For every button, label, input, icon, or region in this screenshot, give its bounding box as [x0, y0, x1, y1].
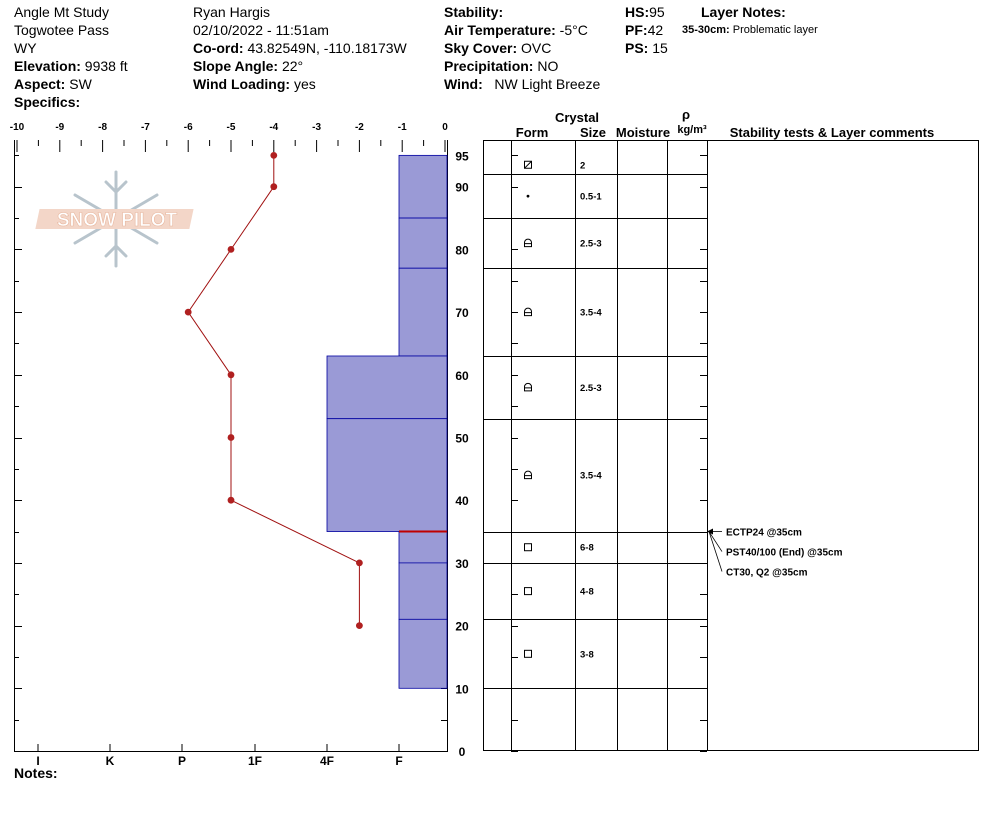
ps-value: 15 — [652, 40, 668, 56]
sky-value: OVC — [521, 40, 552, 56]
temperature-point — [356, 622, 363, 629]
coord-value: 43.82549N, -110.18173W — [247, 40, 407, 56]
hardness-tick-label: I — [36, 754, 40, 768]
aspect-value: SW — [69, 76, 92, 92]
moisture-header: Moisture — [615, 125, 671, 140]
hs-label: HS: — [625, 4, 650, 20]
crystal-table-header — [516, 107, 934, 140]
crystal-layers — [483, 160, 707, 688]
coord-label: Co-ord: — [193, 40, 244, 56]
temperature-point — [356, 560, 363, 567]
height-tick-label: 60 — [455, 368, 469, 383]
hs-value: 95 — [649, 4, 665, 20]
crystal-size: 3.5-4 — [580, 307, 602, 319]
faceted-crystal-icon — [525, 588, 532, 595]
form-header: Form — [515, 125, 549, 140]
pf-value: 42 — [647, 22, 664, 38]
faceted-rounded-icon — [525, 308, 532, 315]
temperature-point — [228, 434, 235, 441]
crystal-size: 2.5-3 — [580, 382, 602, 394]
wind-label: Wind: — [444, 76, 483, 92]
hardness-layer-bar — [399, 218, 447, 268]
height-tick-label: 30 — [455, 556, 469, 571]
height-tick-label: 20 — [455, 619, 469, 634]
temp-tick-label: -10 — [9, 122, 25, 133]
temp-tick-label: -2 — [354, 122, 364, 133]
faceted-rounded-icon — [525, 239, 532, 247]
temperature-point — [270, 183, 277, 190]
stability-test-pointer — [709, 532, 722, 552]
stability-test-pointer — [709, 532, 722, 572]
hardness-layer-bar — [399, 619, 447, 688]
hardness-layers — [327, 155, 447, 688]
study-name: Angle Mt Study — [14, 4, 109, 20]
height-tick-label: 70 — [455, 306, 469, 321]
stability-test-label: PST40/100 (End) @35cm — [726, 547, 843, 559]
layer-note-range: 35-30cm: — [682, 24, 730, 36]
faceted-crystal-icon — [525, 544, 532, 551]
notes-label: Notes: — [14, 765, 58, 781]
hardness-tick-label: 4F — [319, 754, 335, 768]
faceted-rounded-icon — [525, 471, 532, 479]
height-tick-label: 95 — [455, 149, 469, 164]
state: WY — [14, 40, 37, 56]
snow-pilot-logo — [35, 172, 193, 266]
temp-tick-label: -3 — [312, 122, 322, 133]
wind-loading-value: yes — [293, 76, 316, 92]
temp-tick-label: -9 — [55, 122, 65, 133]
temp-tick-label: -7 — [140, 122, 150, 133]
stability-header: Stability tests & Layer comments — [729, 125, 935, 140]
slope-label: Slope Angle: — [193, 58, 279, 74]
temp-tick-label: 0 — [442, 122, 448, 133]
stability-test-label: CT30, Q2 @35cm — [726, 567, 808, 579]
table-height-ticks — [511, 156, 707, 752]
temp-tick-label: -6 — [183, 122, 193, 133]
crystal-size: 3-8 — [580, 649, 594, 661]
crystal-header: Crystal — [554, 110, 600, 125]
crystal-size: 2 — [580, 160, 586, 172]
faceted-rounded-icon — [525, 383, 532, 390]
crystal-size: 6-8 — [580, 542, 594, 554]
wind-loading-label: Wind Loading: — [193, 76, 291, 92]
hardness-layer-bar — [399, 532, 447, 563]
elevation-value: 9938 ft — [84, 58, 128, 74]
hardness-layer-bar — [327, 419, 447, 532]
height-tick-label: 90 — [455, 180, 469, 195]
temperature-point — [228, 246, 235, 253]
height-tick-label: 50 — [455, 431, 469, 446]
elevation-label: Elevation: — [14, 58, 81, 74]
logo-text: SNOW PILOT — [56, 210, 178, 231]
observer: Ryan Hargis — [193, 4, 271, 20]
location: Togwotee Pass — [14, 22, 109, 38]
faceted-crystal-icon — [525, 650, 532, 657]
temperature-point — [185, 309, 192, 316]
temp-tick-label: -4 — [269, 122, 279, 133]
pf-label: PF: — [625, 22, 648, 38]
slope-value: 22° — [281, 58, 304, 74]
temperature-axis — [10, 122, 448, 152]
wind-value: NW Light Breeze — [494, 76, 601, 92]
height-tick-label: 80 — [455, 243, 469, 258]
hardness-layer-bar — [399, 563, 447, 619]
temp-tick-label: -5 — [226, 122, 236, 133]
crystal-size: 4-8 — [580, 586, 594, 598]
precip-value: NO — [537, 58, 559, 74]
rho-header: ρ — [681, 107, 691, 122]
dot-grain-icon — [527, 195, 530, 198]
ps-label: PS: — [625, 40, 649, 56]
temperature-point — [228, 371, 235, 378]
precip-label: Precipitation: — [444, 58, 534, 74]
hardness-layer-bar — [399, 155, 447, 218]
stability-label: Stability: — [444, 4, 504, 20]
hardness-layer-bar — [399, 268, 447, 356]
height-tick-label: 40 — [455, 494, 469, 509]
stability-test-label: ECTP24 @35cm — [726, 527, 802, 539]
hardness-tick-label: 1F — [247, 754, 263, 768]
layer-note-text: Problematic layer — [732, 24, 818, 36]
hardness-layer-bar — [327, 356, 447, 419]
size-header: Size — [579, 125, 607, 140]
temp-tick-label: -8 — [98, 122, 108, 133]
crystal-size: 2.5-3 — [580, 238, 602, 250]
crystal-size: 0.5-1 — [580, 191, 602, 203]
layer-notes-label: Layer Notes: — [701, 4, 786, 20]
aspect-label: Aspect: — [14, 76, 66, 92]
air-temp-value: -5°C — [559, 22, 588, 38]
temperature-point — [228, 497, 235, 504]
hardness-tick-label: P — [177, 754, 187, 768]
height-tick-label: 0 — [458, 745, 466, 759]
sky-label: Sky Cover: — [444, 40, 518, 56]
crystal-table-frame — [484, 140, 979, 751]
stability-tests — [707, 528, 843, 579]
height-tick-label: 10 — [455, 682, 469, 697]
density-unit-header: kg/m³ — [677, 124, 707, 136]
decomposing-crystal-slash — [525, 161, 532, 168]
air-temp-label: Air Temperature: — [444, 22, 556, 38]
datetime: 02/10/2022 - 11:51am — [193, 22, 329, 38]
hardness-axis — [36, 744, 402, 768]
specifics-label: Specifics: — [14, 94, 81, 110]
temp-tick-label: -1 — [397, 122, 407, 133]
hardness-tick-label: K — [105, 754, 115, 768]
hardness-tick-label: F — [395, 754, 403, 768]
temperature-point — [270, 152, 277, 159]
crystal-size: 3.5-4 — [580, 470, 602, 482]
